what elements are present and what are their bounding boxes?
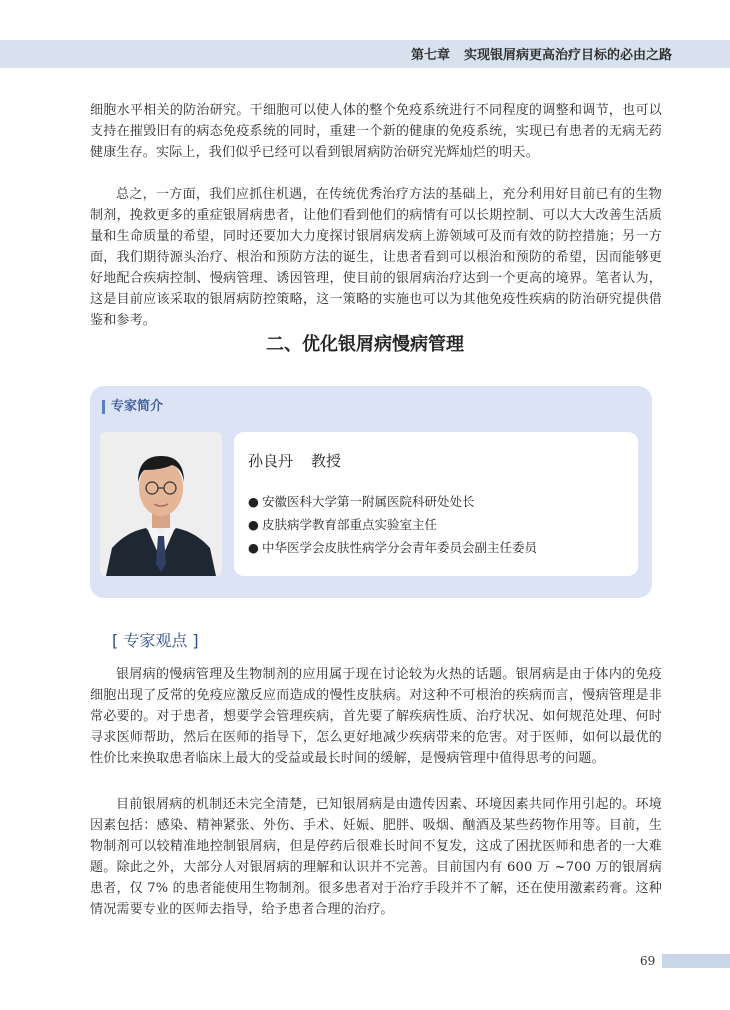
chapter-title: 实现银屑病更高治疗目标的必由之路 (463, 48, 672, 63)
page-number: 69 (640, 954, 656, 968)
paragraph-2: 总之，一方面，我们应抓住机遇，在传统优秀治疗方法的基础上，充分利用好目前已有的生物制剂，挽救更多的重症银屑病患者，让他们看到他们的病情有可以长期控制、可以大大改善生活质量和生命质量的希望，同时还要加大力度探讨银屑病发病上游领域可及而有效的防控措施；另一方面，我们期待源头治疗、根治和预防方法的诞生，让患者看到可以根治和预防的希望，因而能够更好地配合疾病控制、慢病管理、诱因管理，使目前的银屑病治疗达到一个更高的境界。笔者认为，这是目前应该采取的银屑病防控策略，这一策略的实施也可以为其他免疫性疾病的防治研究提供借鉴和参考。 (90, 187, 662, 328)
paragraph-4: 目前银屑病的机制还未完全清楚，已知银屑病是由遗传因素、环境因素共同作用引起的。环境因素包括：感染、精神紧张、外伤、手术、妊娠、肥胖、吸烟、酗酒及某些药物作用等。目前，生物制剂可以较精准地控制银屑病，但是停药后很难长时间不复发，这成了困扰医师和患者的一大难题。除此之外，大部分人对银屑病的理解和认识并不完善。目前国内有 600 万 ~700 万的银屑病患者，仅 7% 的患者能使用生物制剂。很多患者对于治疗手段并不了解，还在使用激素药膏。这种情况需要专业的医师去指导，给予患者合理的治疗。 (90, 797, 662, 917)
expert-name-line (248, 450, 341, 471)
paragraph-3: 银屑病的慢病管理及生物制剂的应用属于现在讨论较为火热的话题。银屑病是由于体内的免疫细胞出现了反常的免疫应激反应而造成的慢性皮肤病。对这种不可根治的疾病而言，慢病管理是非常必要的。对于患者，想要学会管理疾病，首先要了解疾病性质、治疗状况、如何规范处理、何时寻求医师帮助，然后在医师的指导下，怎么更好地减少疾病带来的危害。对于医师，如何以最优的性价比来换取患者临床上最大的受益或最长时间的缓解，是慢病管理中值得思考的问题。 (90, 667, 662, 766)
section-title: 二、优化银屑病慢病管理 (266, 334, 464, 355)
credential-item: ● 中华医学会皮肤性病学分会青年委员会副主任委员 (248, 536, 537, 559)
running-header (0, 40, 730, 68)
expert-title: 教授 (311, 452, 342, 470)
paragraph-1: 细胞水平相关的防治研究。干细胞可以使人体的整个免疫系统进行不同程度的调整和调节，也可以支持在摧毁旧有的病态免疫系统的同时，重建一个新的健康的免疫系统，实现已有患者的无病无药健康生存。实际上，我们似乎已经可以看到银屑病防治研究光辉灿烂的明天。 (90, 103, 662, 160)
bullet-icon: ● (248, 494, 259, 509)
expert-name: 孙良丹 (248, 452, 294, 470)
expert-credentials (248, 490, 537, 559)
chapter-number: 第七章 (410, 48, 450, 63)
expert-opinion-heading: [ 专家观点 ] (112, 631, 199, 650)
bullet-icon: ● (248, 517, 259, 532)
expert-info-card (234, 432, 638, 576)
expert-profile-box (90, 386, 652, 598)
bullet-icon: ● (248, 540, 259, 555)
running-header-label (411, 44, 672, 63)
credential-item: ● 皮肤病学教育部重点实验室主任 (248, 513, 537, 536)
portrait-illustration (100, 432, 222, 576)
expert-box-title: 专家简介 (102, 400, 163, 414)
credential-item: ● 安徽医科大学第一附属医院科研处处长 (248, 490, 537, 513)
page-number-bar (662, 954, 730, 968)
expert-photo (100, 432, 222, 576)
